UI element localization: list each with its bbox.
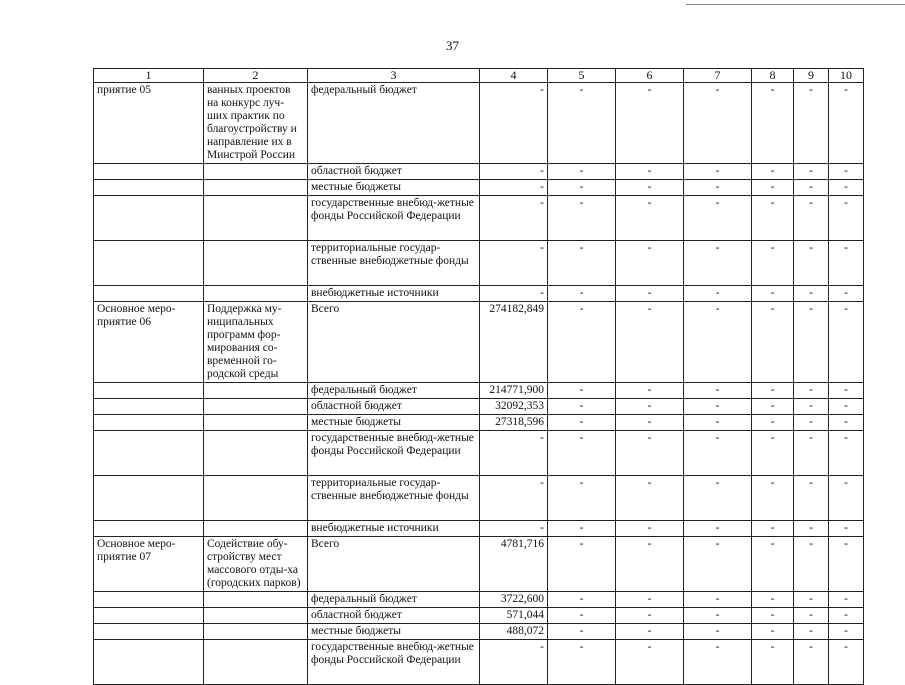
value-cell: - (752, 640, 794, 685)
table-row (94, 83, 864, 164)
table-header (94, 69, 864, 83)
funding-source-cell: местные бюджеты (308, 415, 480, 431)
value-cell: - (829, 164, 864, 180)
activity-cell-continued (94, 592, 204, 608)
value-cell: - (548, 399, 616, 415)
value-cell: - (752, 415, 794, 431)
value-cell: - (616, 640, 684, 685)
value-cell: - (616, 302, 684, 383)
value-cell: - (616, 521, 684, 537)
funding-source-cell: областной бюджет (308, 164, 480, 180)
value-cell: - (684, 521, 752, 537)
value-cell: - (480, 180, 548, 196)
value-cell: - (684, 431, 752, 476)
value-cell: - (616, 537, 684, 592)
value-cell: - (480, 83, 548, 164)
funding-source-cell: местные бюджеты (308, 624, 480, 640)
value-cell: - (616, 476, 684, 521)
table-row (94, 302, 864, 383)
value-cell: - (684, 196, 752, 241)
value-cell: 214771,900 (480, 383, 548, 399)
value-cell: - (829, 399, 864, 415)
description-cell-continued (204, 624, 308, 640)
value-cell: - (829, 640, 864, 685)
description-cell-continued (204, 383, 308, 399)
value-cell: - (752, 196, 794, 241)
activity-cell-continued (94, 383, 204, 399)
table-body (94, 83, 864, 685)
value-cell: - (794, 399, 829, 415)
value-cell: 274182,849 (480, 302, 548, 383)
table-row (94, 164, 864, 180)
page-number: 37 (446, 38, 459, 53)
value-cell: 4781,716 (480, 537, 548, 592)
table-row (94, 476, 864, 521)
activity-cell-continued (94, 624, 204, 640)
column-header: 4 (480, 69, 548, 83)
value-cell: - (548, 624, 616, 640)
value-cell: - (684, 624, 752, 640)
value-cell: 3722,600 (480, 592, 548, 608)
value-cell: - (616, 608, 684, 624)
description-cell-continued (204, 196, 308, 241)
value-cell: - (548, 592, 616, 608)
value-cell: - (548, 431, 616, 476)
activity-cell: Основное меро-приятие 06 (94, 302, 204, 383)
value-cell: - (794, 537, 829, 592)
value-cell: - (794, 180, 829, 196)
value-cell: - (684, 640, 752, 685)
value-cell: - (829, 476, 864, 521)
value-cell: - (548, 164, 616, 180)
value-cell: - (794, 286, 829, 302)
value-cell: - (794, 476, 829, 521)
value-cell: - (794, 521, 829, 537)
description-cell: ванных проектов на конкурс луч-ших практик по благоустройству и направление их в Минстрой России (204, 83, 308, 164)
description-cell: Поддержка му-ниципальных программ фор-мирования со-временной го-родской среды (204, 302, 308, 383)
funding-source-cell: областной бюджет (308, 608, 480, 624)
value-cell: - (480, 196, 548, 241)
value-cell: - (684, 415, 752, 431)
table-row (94, 521, 864, 537)
value-cell: - (616, 399, 684, 415)
value-cell: 488,072 (480, 624, 548, 640)
value-cell: - (684, 286, 752, 302)
activity-cell-continued (94, 431, 204, 476)
funding-source-cell: федеральный бюджет (308, 83, 480, 164)
column-header: 10 (829, 69, 864, 83)
value-cell: - (480, 286, 548, 302)
value-cell: - (829, 521, 864, 537)
value-cell: - (548, 521, 616, 537)
description-cell-continued (204, 521, 308, 537)
value-cell: - (752, 302, 794, 383)
value-cell: - (616, 180, 684, 196)
value-cell: - (794, 196, 829, 241)
value-cell: - (684, 537, 752, 592)
description-cell-continued (204, 180, 308, 196)
value-cell: - (684, 83, 752, 164)
table-row (94, 286, 864, 302)
funding-source-cell: территориальные государ-ственные внебюджетные фонды (308, 476, 480, 521)
value-cell: - (684, 399, 752, 415)
value-cell: - (548, 241, 616, 286)
activity-cell-continued (94, 196, 204, 241)
table-row (94, 180, 864, 196)
value-cell: - (684, 302, 752, 383)
description-cell-continued (204, 476, 308, 521)
column-header: 1 (94, 69, 204, 83)
value-cell: - (794, 302, 829, 383)
column-header: 9 (794, 69, 829, 83)
value-cell: - (548, 537, 616, 592)
value-cell: - (794, 608, 829, 624)
value-cell: - (548, 383, 616, 399)
value-cell: - (480, 476, 548, 521)
activity-cell-continued (94, 415, 204, 431)
value-cell: - (794, 383, 829, 399)
table-row (94, 383, 864, 399)
header-row (94, 69, 864, 83)
value-cell: - (829, 537, 864, 592)
value-cell: - (548, 196, 616, 241)
value-cell: - (752, 180, 794, 196)
value-cell: - (794, 431, 829, 476)
value-cell: - (794, 241, 829, 286)
value-cell: - (794, 624, 829, 640)
activity-cell-continued (94, 476, 204, 521)
funding-source-cell: государственные внебюд-жетные фонды Российской Федерации (308, 431, 480, 476)
value-cell: - (616, 415, 684, 431)
funding-source-cell: внебюджетные источники (308, 286, 480, 302)
value-cell: - (829, 592, 864, 608)
column-header: 8 (752, 69, 794, 83)
funding-source-cell: государственные внебюд-жетные фонды Российской Федерации (308, 640, 480, 685)
value-cell: - (548, 302, 616, 383)
table-row (94, 608, 864, 624)
value-cell: - (752, 521, 794, 537)
value-cell: - (616, 164, 684, 180)
funding-source-cell: Всего (308, 302, 480, 383)
description-cell-continued (204, 241, 308, 286)
value-cell: - (752, 383, 794, 399)
value-cell: - (829, 241, 864, 286)
value-cell: - (752, 592, 794, 608)
value-cell: 32092,353 (480, 399, 548, 415)
funding-source-cell: федеральный бюджет (308, 592, 480, 608)
value-cell: - (829, 302, 864, 383)
table-row (94, 399, 864, 415)
description-cell-continued (204, 286, 308, 302)
value-cell: - (548, 476, 616, 521)
value-cell: - (752, 286, 794, 302)
value-cell: - (616, 383, 684, 399)
value-cell: - (616, 592, 684, 608)
value-cell: - (829, 180, 864, 196)
description-cell-continued (204, 431, 308, 476)
value-cell: - (684, 383, 752, 399)
value-cell: - (548, 286, 616, 302)
value-cell: - (752, 476, 794, 521)
value-cell: - (480, 431, 548, 476)
column-header: 6 (616, 69, 684, 83)
value-cell: - (616, 196, 684, 241)
funding-source-cell: территориальные государ-ственные внебюджетные фонды (308, 241, 480, 286)
funding-source-cell: внебюджетные источники (308, 521, 480, 537)
activity-cell-continued (94, 164, 204, 180)
funding-source-cell: федеральный бюджет (308, 383, 480, 399)
value-cell: - (829, 624, 864, 640)
activity-cell-continued (94, 640, 204, 685)
value-cell: - (616, 286, 684, 302)
value-cell: - (684, 241, 752, 286)
funding-source-cell: областной бюджет (308, 399, 480, 415)
value-cell: - (616, 431, 684, 476)
value-cell: - (829, 286, 864, 302)
value-cell: - (480, 241, 548, 286)
activity-cell: приятие 05 (94, 83, 204, 164)
description-cell-continued (204, 164, 308, 180)
funding-source-cell: государственные внебюд-жетные фонды Российской Федерации (308, 196, 480, 241)
value-cell: - (829, 608, 864, 624)
value-cell: - (480, 521, 548, 537)
value-cell: - (480, 164, 548, 180)
value-cell: - (829, 196, 864, 241)
activity-cell-continued (94, 608, 204, 624)
table-row (94, 624, 864, 640)
value-cell: - (548, 640, 616, 685)
description-cell-continued (204, 640, 308, 685)
column-header: 2 (204, 69, 308, 83)
value-cell: - (616, 83, 684, 164)
activity-cell-continued (94, 241, 204, 286)
table-row (94, 592, 864, 608)
value-cell: 571,044 (480, 608, 548, 624)
table-row (94, 537, 864, 592)
value-cell: - (829, 383, 864, 399)
value-cell: - (752, 608, 794, 624)
table-row (94, 196, 864, 241)
value-cell: - (752, 164, 794, 180)
column-header: 3 (308, 69, 480, 83)
value-cell: - (829, 415, 864, 431)
value-cell: - (752, 537, 794, 592)
activity-cell: Основное меро-приятие 07 (94, 537, 204, 592)
value-cell: - (752, 83, 794, 164)
activity-cell-continued (94, 286, 204, 302)
value-cell: - (548, 608, 616, 624)
value-cell: - (684, 476, 752, 521)
value-cell: - (548, 415, 616, 431)
table-row (94, 241, 864, 286)
column-header: 5 (548, 69, 616, 83)
value-cell: - (752, 624, 794, 640)
value-cell: - (794, 640, 829, 685)
top-rule (686, 4, 905, 5)
value-cell: - (548, 180, 616, 196)
value-cell: 27318,596 (480, 415, 548, 431)
value-cell: - (752, 431, 794, 476)
value-cell: - (684, 592, 752, 608)
table-row (94, 431, 864, 476)
description-cell-continued (204, 415, 308, 431)
value-cell: - (480, 640, 548, 685)
value-cell: - (794, 83, 829, 164)
table-row (94, 415, 864, 431)
description-cell-continued (204, 608, 308, 624)
value-cell: - (684, 180, 752, 196)
value-cell: - (616, 241, 684, 286)
value-cell: - (829, 83, 864, 164)
value-cell: - (794, 164, 829, 180)
value-cell: - (616, 624, 684, 640)
table-row (94, 640, 864, 685)
funding-source-cell: Всего (308, 537, 480, 592)
value-cell: - (794, 415, 829, 431)
description-cell-continued (204, 399, 308, 415)
value-cell: - (794, 592, 829, 608)
activity-cell-continued (94, 521, 204, 537)
value-cell: - (752, 399, 794, 415)
value-cell: - (684, 164, 752, 180)
description-cell: Содействие обу-стройству мест массового отды-ха (городских парков) (204, 537, 308, 592)
description-cell-continued (204, 592, 308, 608)
value-cell: - (684, 608, 752, 624)
funding-source-cell: местные бюджеты (308, 180, 480, 196)
activity-cell-continued (94, 399, 204, 415)
value-cell: - (752, 241, 794, 286)
budget-table (93, 68, 864, 685)
value-cell: - (548, 83, 616, 164)
value-cell: - (829, 431, 864, 476)
column-header: 7 (684, 69, 752, 83)
activity-cell-continued (94, 180, 204, 196)
